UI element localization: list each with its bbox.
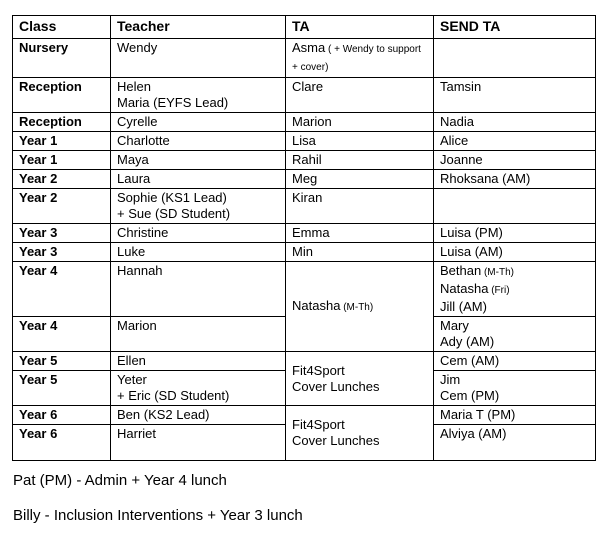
teacher-cell: Harriet xyxy=(111,425,286,461)
send-ta-line: Bethan (M-Th) xyxy=(440,263,514,278)
table-row-reception-2 xyxy=(13,113,596,132)
teacher-cell xyxy=(111,189,286,224)
teacher-cell xyxy=(111,371,286,406)
class-cell: Year 3 xyxy=(13,243,111,262)
teacher-cell: Ellen xyxy=(111,352,286,371)
ta-note: ( + Wendy to support + cover) xyxy=(292,44,421,73)
teacher-cell: Hannah xyxy=(111,262,286,317)
send-ta-cell: Joanne xyxy=(434,151,596,170)
ta-cell: Kiran xyxy=(286,189,434,224)
class-cell: Year 4 xyxy=(13,262,111,317)
teacher-line: + Eric (SD Student) xyxy=(117,388,230,403)
teacher-cell xyxy=(111,78,286,113)
ta-line: Cover Lunches xyxy=(292,378,380,394)
send-ta-cell xyxy=(434,317,596,352)
table-row-year3-a xyxy=(13,224,596,243)
table-row-reception-1 xyxy=(13,78,596,113)
teacher-cell: Laura xyxy=(111,170,286,189)
header-row xyxy=(13,16,596,39)
class-cell: Nursery xyxy=(13,39,111,78)
table-row-year4-a xyxy=(13,262,596,317)
table-row-year3-b xyxy=(13,243,596,262)
table-row-year1-a xyxy=(13,132,596,151)
table-row-nursery xyxy=(13,39,596,78)
send-ta-cell: Nadia xyxy=(434,113,596,132)
col-header-send-ta: SEND TA xyxy=(434,16,596,39)
ta-cell: Min xyxy=(286,243,434,262)
footnote-pat: Pat (PM) - Admin + Year 4 lunch xyxy=(13,472,227,489)
send-ta-line: Natasha (Fri) xyxy=(440,281,510,296)
ta-cell-merged xyxy=(286,406,434,461)
class-cell: Year 5 xyxy=(13,371,111,406)
ta-cell xyxy=(286,39,434,78)
class-cell: Year 5 xyxy=(13,352,111,371)
send-ta-line: Jill (AM) xyxy=(440,299,487,314)
send-ta-line: Ady (AM) xyxy=(440,334,495,349)
table-row-year1-b xyxy=(13,151,596,170)
send-ta-cell: Alice xyxy=(434,132,596,151)
teacher-cell: Ben (KS2 Lead) xyxy=(111,406,286,425)
send-ta-cell: Tamsin xyxy=(434,78,596,113)
class-cell: Reception xyxy=(13,78,111,113)
teacher-line: Sophie (KS1 Lead) xyxy=(117,190,227,205)
class-cell: Year 6 xyxy=(13,425,111,461)
teacher-line: Helen xyxy=(117,79,151,94)
ta-cell: Meg xyxy=(286,170,434,189)
class-cell: Year 1 xyxy=(13,151,111,170)
col-header-class: Class xyxy=(13,16,111,39)
ta-cell: Clare xyxy=(286,78,434,113)
class-cell: Year 2 xyxy=(13,170,111,189)
footnote-billy: Billy - Inclusion Interventions + Year 3 lunch xyxy=(13,507,303,524)
ta-cell-merged xyxy=(286,352,434,406)
ta-cell: Lisa xyxy=(286,132,434,151)
send-ta-cell xyxy=(434,39,596,78)
class-cell: Year 2 xyxy=(13,189,111,224)
footnotes xyxy=(13,472,303,525)
table-row-year2-b xyxy=(13,189,596,224)
class-cell: Year 3 xyxy=(13,224,111,243)
ta-cell-merged xyxy=(286,262,434,352)
table-row-year2-a xyxy=(13,170,596,189)
teacher-cell: Luke xyxy=(111,243,286,262)
ta-cell: Rahil xyxy=(286,151,434,170)
send-ta-cell: Rhoksana (AM) xyxy=(434,170,596,189)
ta-line: Cover Lunches xyxy=(292,433,380,448)
send-ta-cell: Cem (AM) xyxy=(434,352,596,371)
ta-cell: Emma xyxy=(286,224,434,243)
send-ta-cell xyxy=(434,189,596,224)
teacher-cell: Wendy xyxy=(111,39,286,78)
ta-cell: Marion xyxy=(286,113,434,132)
class-cell: Year 6 xyxy=(13,406,111,425)
class-cell: Year 1 xyxy=(13,132,111,151)
ta-name: Natasha xyxy=(292,297,341,313)
staff-allocation-table xyxy=(12,15,596,461)
ta-name: Asma xyxy=(292,40,326,55)
col-header-ta: TA xyxy=(286,16,434,39)
send-ta-line: Jim xyxy=(440,372,461,387)
ta-line: Fit4Sport xyxy=(292,417,345,432)
send-ta-cell xyxy=(434,262,596,317)
teacher-cell: Christine xyxy=(111,224,286,243)
class-cell: Year 4 xyxy=(13,317,111,352)
teacher-cell: Cyrelle xyxy=(111,113,286,132)
send-ta-line: Cem (PM) xyxy=(440,388,500,403)
table-row-year5-a xyxy=(13,352,596,371)
teacher-line: Yeter xyxy=(117,372,147,387)
teacher-line: Maria (EYFS Lead) xyxy=(117,95,229,110)
ta-line: Fit4Sport xyxy=(292,362,345,378)
ta-note: (M-Th) xyxy=(340,301,374,313)
send-ta-cell: Luisa (AM) xyxy=(434,243,596,262)
teacher-cell: Charlotte xyxy=(111,132,286,151)
col-header-teacher: Teacher xyxy=(111,16,286,39)
teacher-cell: Marion xyxy=(111,317,286,352)
teacher-line: + Sue (SD Student) xyxy=(117,206,231,221)
table-row-year6-a xyxy=(13,406,596,425)
send-ta-cell: Maria T (PM) xyxy=(434,406,596,425)
teacher-cell: Maya xyxy=(111,151,286,170)
send-ta-line: Mary xyxy=(440,318,469,333)
send-ta-cell: Alviya (AM) xyxy=(434,425,596,461)
send-ta-cell: Luisa (PM) xyxy=(434,224,596,243)
send-ta-cell xyxy=(434,371,596,406)
class-cell: Reception xyxy=(13,113,111,132)
